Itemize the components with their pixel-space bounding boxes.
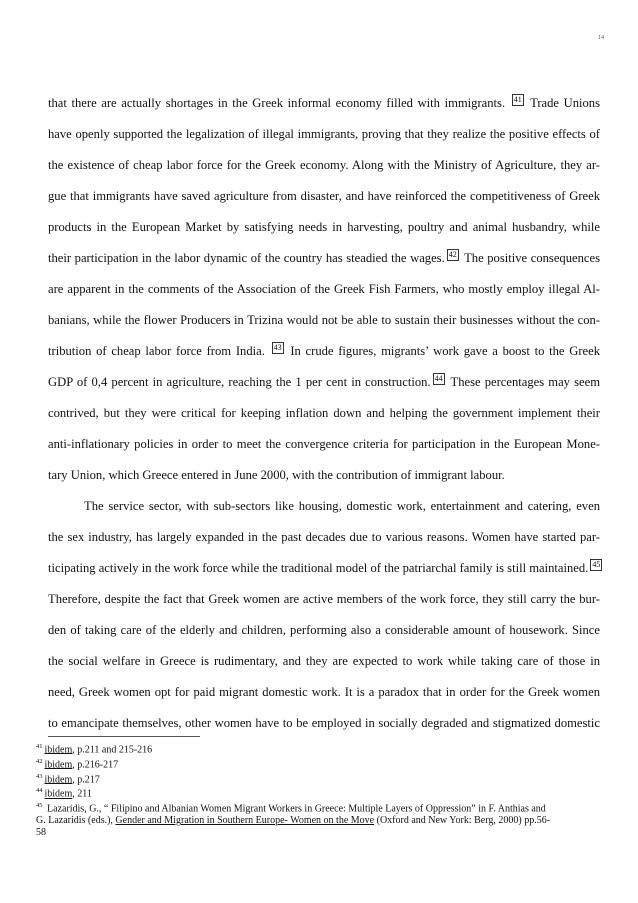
line-text: the sex industry, has largely expanded in the past decades due to various reasons. Women have started par- bbox=[48, 530, 600, 544]
line-text: the existence of cheap labor force for the Greek economy. Along with the Ministry of Agriculture, they ar- bbox=[48, 158, 600, 172]
footnote bbox=[36, 741, 602, 756]
text-line bbox=[48, 398, 600, 429]
line-text: products in the European Market by satisfying needs in harvesting, poultry and animal husbandry, while bbox=[48, 220, 600, 234]
footnote-separator bbox=[48, 736, 200, 737]
footnote-underlined-text: ibidem bbox=[44, 773, 73, 785]
footnote-underlined-text: ibidem bbox=[44, 788, 73, 800]
footnote-text: , p.216-217 bbox=[72, 759, 119, 771]
line-text: den of taking care of the elderly and children, performing also a considerable amount of housework. Since bbox=[48, 623, 600, 637]
footnote-underlined-text: ibidem bbox=[44, 759, 73, 771]
footnote-text: , 211 bbox=[72, 788, 92, 800]
line-text: banians, while the flower Producers in Trizina would not be able to sustain their businesses without the con- bbox=[48, 313, 600, 327]
text-line bbox=[48, 274, 600, 305]
footnote-number: 41 bbox=[36, 743, 43, 750]
footnote-underlined-text: Gender and Migration in Southern Europe- Women on the Move bbox=[115, 815, 375, 827]
footnote-ref-link[interactable]: 44 bbox=[434, 373, 443, 383]
line-text: ticipating actively in the work force while the traditional model of the patriarchal family is still maintained. bbox=[48, 561, 589, 575]
footnote bbox=[36, 827, 602, 839]
footnote-text: (Oxford and New York: Berg, 2000) pp.56- bbox=[374, 815, 551, 827]
footnotes bbox=[36, 741, 602, 838]
footnote-number: 43 bbox=[36, 772, 43, 780]
line-text: are apparent in the comments of the Association of the Greek Fish Farmers, who mostly employ illegal Al- bbox=[48, 282, 600, 296]
footnote bbox=[36, 785, 602, 800]
footnote-text: 58 bbox=[36, 826, 46, 838]
line-text: The service sector, with sub-sectors like housing, domestic work, entertainment and catering, even bbox=[84, 499, 600, 513]
text-line bbox=[48, 119, 600, 150]
text-line bbox=[48, 181, 600, 212]
text-line bbox=[48, 367, 600, 398]
line-text: tary Union, which Greece entered in June 2000, with the contribution of immigrant labour. bbox=[48, 468, 505, 482]
line-text: the social welfare in Greece is rudimentary, and they are expected to work while taking care of those in bbox=[48, 654, 600, 668]
footnote-text: , p.217 bbox=[72, 773, 100, 785]
footnote-underlined-text: ibidem bbox=[44, 744, 73, 756]
text-line bbox=[48, 584, 600, 615]
footnote bbox=[36, 815, 602, 827]
footnote bbox=[36, 756, 602, 771]
line-text: tribution of cheap labor force from India. bbox=[48, 344, 270, 358]
line-text: need, Greek women opt for paid migrant domestic work. It is a paradox that in order for the Greek women bbox=[48, 685, 600, 699]
line-text: In crude figures, migrants’ work gave a boost to the Greek bbox=[285, 344, 601, 358]
footnote bbox=[36, 771, 602, 786]
text-line bbox=[48, 708, 600, 739]
text-line bbox=[48, 429, 600, 460]
text-line bbox=[48, 243, 600, 274]
footnote-number: 45 bbox=[36, 802, 43, 810]
text-line bbox=[48, 212, 600, 243]
footnote-text: G. Lazaridis (eds.), bbox=[36, 815, 116, 827]
text-line bbox=[48, 646, 600, 677]
line-text: Therefore, despite the fact that Greek women are active members of the work force, they still carry the bur- bbox=[48, 592, 600, 606]
footnote-ref-link[interactable]: 42 bbox=[448, 249, 457, 259]
line-text: GDP of 0,4 percent in agriculture, reaching the 1 per cent in construction. bbox=[48, 375, 431, 389]
line-text: have openly supported the legalization of illegal immigrants, proving that they realize the positive effects of bbox=[48, 127, 600, 141]
text-line bbox=[48, 491, 600, 522]
text-line bbox=[48, 460, 600, 491]
line-text: to emancipate themselves, other women have to be employed in socially degraded and stigmatized domestic bbox=[48, 716, 600, 730]
text-line bbox=[48, 615, 600, 646]
footnote-number: 42 bbox=[36, 757, 43, 765]
footnote-ref-link[interactable]: 43 bbox=[273, 342, 282, 352]
footnote-ref-link[interactable]: 41 bbox=[513, 94, 522, 104]
text-line bbox=[48, 677, 600, 708]
text-line bbox=[48, 522, 600, 553]
body-text bbox=[48, 88, 600, 739]
line-text: anti-inflationary policies in order to meet the convergence criteria for participation in the European Mone- bbox=[48, 437, 600, 451]
line-text: that there are actually shortages in the Greek informal economy filled with immigrants. bbox=[48, 96, 510, 110]
footnote-text: Lazaridis, G., “ Filipino and Albanian Women Migrant Workers in Greece: Multiple Layers of Oppression” in F. Anthias and bbox=[44, 803, 546, 815]
footnote-text: , p.211 and 215-216 bbox=[72, 744, 153, 756]
footnote-number: 44 bbox=[36, 787, 43, 795]
page-number: 14 bbox=[598, 35, 604, 41]
line-text: These percentages may seem bbox=[446, 375, 601, 389]
text-line bbox=[48, 553, 600, 584]
text-line bbox=[48, 305, 600, 336]
line-text: Trade Unions bbox=[525, 96, 600, 110]
text-line bbox=[48, 336, 600, 367]
text-line bbox=[48, 88, 600, 119]
line-text: The positive consequences bbox=[460, 251, 600, 265]
footnote-ref-link[interactable]: 45 bbox=[592, 559, 601, 569]
footnote bbox=[36, 800, 602, 815]
line-text: contrived, but they were critical for keeping inflation down and helping the government implement their bbox=[48, 406, 600, 420]
text-line bbox=[48, 150, 600, 181]
line-text: gue that immigrants have saved agriculture from disaster, and have reinforced the competitiveness of Greek bbox=[48, 189, 600, 203]
line-text: their participation in the labor dynamic of the country has steadied the wages. bbox=[48, 251, 445, 265]
